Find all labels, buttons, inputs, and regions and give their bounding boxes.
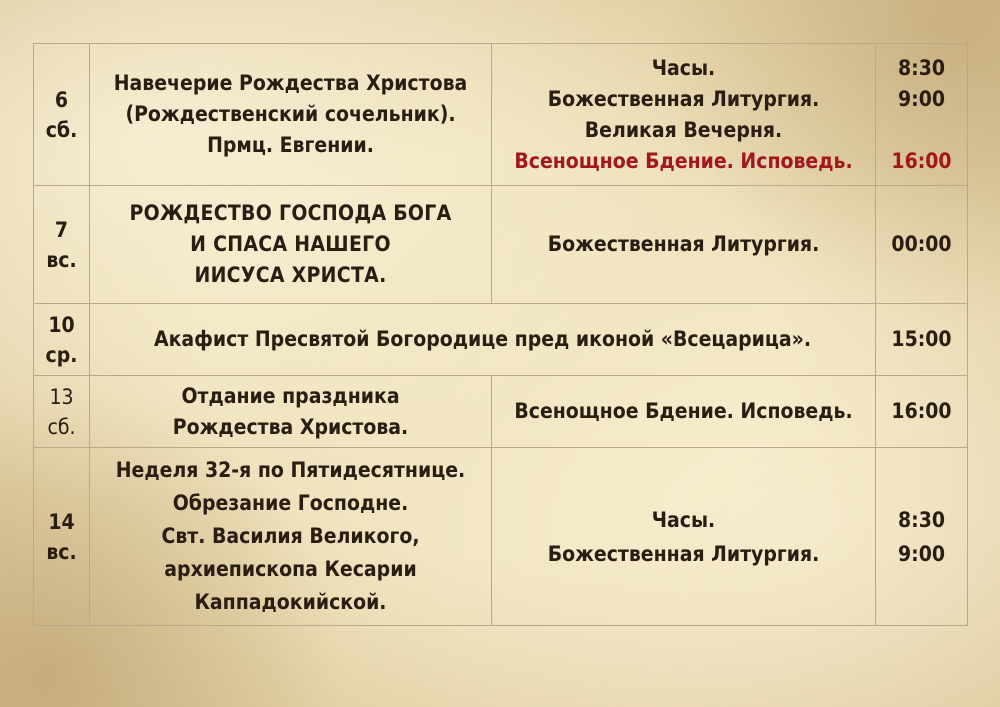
time-value: 16:00 [891, 399, 952, 423]
services-cell [492, 186, 876, 304]
weekday: вс. [46, 247, 77, 272]
time-value: 00:00 [891, 232, 952, 256]
service-line: Божественная Литургия. [547, 232, 820, 256]
schedule-row-13 [34, 376, 968, 448]
schedule-row-10 [34, 304, 968, 376]
title-line: Отдание праздника [181, 383, 400, 408]
services-cell [90, 304, 876, 376]
title-line: Рождества Христова. [172, 414, 409, 439]
date-cell [34, 186, 90, 304]
service-line: Акафист Пресвятой Богородице пред иконой «Всецарица». [153, 327, 812, 351]
title-line: архиепископа Кесарии [164, 557, 417, 581]
time-value: 15:00 [891, 327, 952, 351]
schedule-table [33, 43, 968, 626]
time-value: 8:30 [898, 55, 945, 80]
services-cell [492, 44, 876, 186]
services-cell [492, 448, 876, 626]
title-line: РОЖДЕСТВО ГОСПОДА БОГА [129, 201, 452, 225]
time-value: 8:30 [898, 507, 945, 532]
title-line: И СПАСА НАШЕГО [190, 232, 391, 256]
service-line: Часы. [651, 55, 716, 80]
times-cell [876, 376, 968, 448]
title-line: ИИСУСА ХРИСТА. [194, 263, 387, 287]
date-cell [34, 304, 90, 376]
title-line: (Рождественский сочельник). [125, 102, 456, 126]
times-cell [876, 304, 968, 376]
time-value: 9:00 [898, 86, 945, 111]
title-line: Свт. Василия Великого, [161, 524, 420, 548]
service-line: Всенощное Бдение. Исповедь. [514, 399, 853, 423]
service-line: Всенощное Бдение. Исповедь. [514, 148, 853, 173]
date-cell [34, 376, 90, 448]
title-line: Обрезание Господне. [172, 491, 409, 515]
time-value: 16:00 [891, 148, 952, 173]
schedule-row-14 [34, 448, 968, 626]
title-line: Каппадокийской. [194, 590, 387, 614]
weekday: сб. [45, 117, 78, 142]
times-cell [876, 186, 968, 304]
weekday: сб. [47, 414, 76, 439]
day-number: 6 [54, 87, 69, 112]
schedule-row-7 [34, 186, 968, 304]
times-cell [876, 448, 968, 626]
service-line: Великая Вечерня. [584, 117, 783, 142]
day-number: 7 [54, 217, 69, 242]
title-line: Неделя 32-я по Пятидесятнице. [115, 458, 466, 482]
day-number: 10 [48, 312, 75, 337]
schedule-row-6 [34, 44, 968, 186]
service-line: Божественная Литургия. [547, 541, 820, 566]
service-line: Часы. [651, 507, 716, 532]
title-line: Прмц. Евгении. [207, 133, 374, 157]
feast-title-cell [90, 448, 492, 626]
feast-title-cell [90, 44, 492, 186]
services-cell [492, 376, 876, 448]
date-cell [34, 44, 90, 186]
title-line: Навечерие Рождества Христова [113, 71, 468, 95]
times-cell [876, 44, 968, 186]
date-cell [34, 448, 90, 626]
spacer [880, 115, 963, 146]
weekday: ср. [45, 342, 78, 367]
service-line: Божественная Литургия. [547, 86, 820, 111]
time-value: 9:00 [898, 541, 945, 566]
feast-title-cell [90, 186, 492, 304]
day-number: 13 [49, 384, 74, 409]
feast-title-cell [90, 376, 492, 448]
weekday: вс. [46, 539, 77, 564]
day-number: 14 [48, 509, 75, 534]
